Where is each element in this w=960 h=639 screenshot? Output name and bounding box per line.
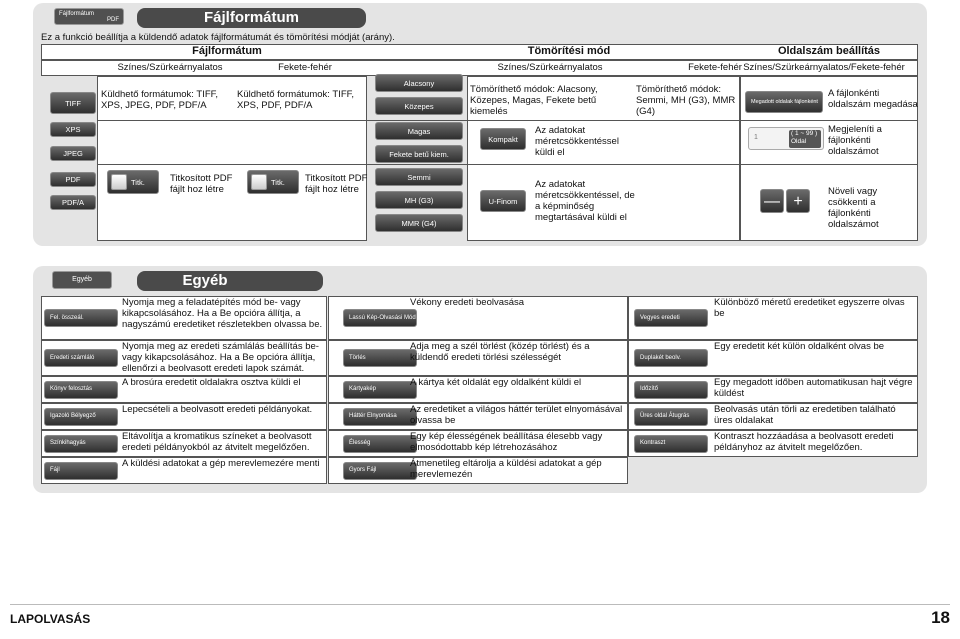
section-description: Ez a funkció beállítja a küldendő adatok fájlformátumát és tömörítési módját (arány). (41, 32, 395, 43)
other-option-button[interactable]: Vegyes eredeti (634, 309, 708, 327)
subheader-cm-color: Színes/Szürkeárnyalatos (497, 62, 603, 73)
other-option-button[interactable]: Törlés (343, 349, 417, 367)
pn-field-value: 1 (754, 134, 758, 141)
encrypt-checkbox-icon (111, 174, 127, 190)
other-chip[interactable]: Egyéb (52, 271, 112, 289)
compression-medium-button[interactable]: Közepes (375, 97, 463, 115)
subheader-cm-bw: Fekete-fehér (688, 62, 742, 73)
other-option-text: Kontraszt hozzáadása a beolvasott eredeti példányhoz az átvitelt megelőzően. (714, 431, 894, 453)
pn-field-text: Megjeleníti a fájlonkénti oldalszámot (828, 124, 882, 157)
other-option-text: Különböző méretű eredetiket egyszerre olvas be (714, 297, 905, 319)
other-option-button[interactable]: Könyv felosztás (44, 381, 118, 399)
header-page-number: Oldalszám beállítás (777, 45, 881, 57)
encrypt-checkbox-icon (251, 174, 267, 190)
other-option-button[interactable]: Fájl (44, 462, 118, 480)
other-option-text: Nyomja meg a feladatépítés mód be- vagy kikapcsolásához. Ha a Be opcióra állítja, a nagyszámú eredetiket részletekben olvassa be. (122, 297, 323, 330)
file-format-chip[interactable] (54, 8, 124, 25)
pn-field-unit-box (789, 130, 821, 148)
section-title-file-format: Fájlformátum (137, 8, 366, 28)
compression-mh-button[interactable]: MH (G3) (375, 191, 463, 209)
pn-decrease-button[interactable]: — (760, 189, 784, 213)
compression-high-button[interactable]: Magas (375, 122, 463, 140)
other-option-button[interactable]: Üres oldal Átugrás (634, 408, 708, 426)
other-option-button[interactable]: Kártyakép (343, 381, 417, 399)
other-option-text: Egy megadott időben automatikusan hajt végre küldést (714, 377, 913, 399)
ff-color-text: Küldhető formátumok: TIFF, XPS, JPEG, PDF, PDF/A (101, 89, 219, 111)
other-option-text: Átmenetileg eltárolja a küldési adatokat a gép merevlemezén (410, 458, 602, 480)
other-option-text: Vékony eredeti beolvasása (410, 297, 525, 308)
header-compression: Tömörítési mód (527, 45, 611, 57)
encrypt-text-bw: Titkosított PDF fájlt hoz létre (305, 173, 368, 195)
encrypt-label: Titk. (131, 177, 145, 187)
encrypt-text-color: Titkosított PDF fájlt hoz létre (170, 173, 233, 195)
pn-increase-button[interactable]: + (786, 189, 810, 213)
other-option-button[interactable]: Élesség (343, 435, 417, 453)
footer-divider (10, 604, 950, 605)
other-option-text: Nyomja meg az eredeti számlálás beállítás be-vagy kikapcsolásához. Ha a Be opcióra állítja, ellenőrzi a beolvasott eredeti lapok számát. (122, 341, 319, 374)
other-option-text: Lepecsételi a beolvasott eredeti példányokat. (122, 404, 313, 415)
ufinom-text: Az adatokat méretcsökkentéssel, de a képminőség megtartásával küldi el (535, 179, 635, 223)
other-option-button[interactable]: Színkihagyás (44, 435, 118, 453)
compression-none-button[interactable]: Semmi (375, 168, 463, 186)
chip-sub-label: PDF (107, 17, 119, 23)
format-button-jpeg[interactable]: JPEG (50, 146, 96, 161)
pn-pm-text: Növeli vagy csökkenti a fájlonkénti oldalszámot (828, 186, 879, 230)
bottom-rule-2 (97, 164, 918, 165)
footer-section-label: LAPOLVASÁS (10, 612, 91, 626)
encrypt-label: Titk. (271, 177, 285, 187)
header-file-format: Fájlformátum (192, 45, 262, 57)
other-option-button[interactable]: Háttér Elnyomása (343, 408, 417, 426)
format-button-pdfa[interactable]: PDF/A (50, 195, 96, 210)
other-option-button[interactable]: Gyors Fájl (343, 462, 417, 480)
bottom-rule (97, 120, 918, 121)
other-option-button[interactable]: Lassú Kép-Olvasási Mód (343, 309, 417, 327)
subheader-pn: Színes/Szürkeárnyalatos/Fekete-fehér (743, 62, 905, 73)
other-option-text: Az eredetiket a világos háttér terület elnyomásával olvassa be (410, 404, 623, 426)
subheader-ff-bw: Fekete-fehér (278, 62, 332, 73)
other-option-button[interactable]: Igazoló Bélyegző (44, 408, 118, 426)
other-option-text: Eltávolítja a kromatikus színeket a beolvasott eredeti példányokból az átvitelt megelőzően. (122, 431, 312, 453)
other-option-button[interactable]: Duplakét beolv. (634, 349, 708, 367)
pn-field-range: ( 1 ~ 99 ) (791, 130, 818, 137)
other-option-text: A brosúra eredetit oldalakra osztva küldi el (122, 377, 301, 388)
pn-field-unit: Oldal (791, 138, 807, 145)
subheader-ff-color: Színes/Szürkeárnyalatos (117, 62, 223, 73)
compression-mmr-button[interactable]: MMR (G4) (375, 214, 463, 232)
pn-button-text: A fájlonkénti oldalszám megadása (828, 88, 918, 110)
comp-color-text: Tömöríthető módok: Alacsony, Közepes, Magas, Fekete betű kiemelés (470, 84, 598, 117)
pn-specified-pages-button[interactable]: Megadott oldalak fájlonként (745, 91, 823, 113)
other-option-text: Adja meg a szél törlést (közép törlést) és a küldendő eredeti törlési szélességét (410, 341, 590, 363)
ufinom-button[interactable]: U-Finom (480, 190, 526, 212)
format-button-xps[interactable]: XPS (50, 122, 96, 137)
comp-bw-text: Tömöríthető módok: Semmi, MH (G3), MMR (G4) (636, 84, 736, 117)
other-option-button[interactable]: Eredeti számláló (44, 349, 118, 367)
format-button-pdf[interactable]: PDF (50, 172, 96, 187)
compact-text: Az adatokat méretcsökkentéssel küldi el (535, 125, 619, 158)
other-option-button[interactable]: Időzítő (634, 381, 708, 399)
other-option-button[interactable]: Kontraszt (634, 435, 708, 453)
compression-black-text-button[interactable]: Fekete betű kiem. (375, 145, 463, 163)
chip-label: Fájlformátum (59, 11, 95, 17)
other-option-text: Beolvasás után törli az eredetiben található üres oldalakat (714, 404, 896, 426)
ff-bw-text: Küldhető formátumok: TIFF, XPS, PDF, PDF/A (237, 89, 355, 111)
compression-low-button[interactable]: Alacsony (375, 74, 463, 92)
compact-button[interactable]: Kompakt (480, 128, 526, 150)
other-option-text: A küldési adatokat a gép merevlemezére menti (122, 458, 320, 469)
section-title-other: Egyéb (137, 271, 323, 291)
other-option-text: Egy kép élességének beállítása élesebb vagy elmosódottabb kép létrehozásához (410, 431, 603, 453)
format-button-tiff[interactable]: TIFF (50, 92, 96, 114)
other-option-text: A kártya két oldalát egy oldalként küldi el (410, 377, 582, 388)
other-option-button[interactable]: Fel. összeál. (44, 309, 118, 327)
page-number: 18 (931, 608, 950, 627)
pn-value-field[interactable] (748, 127, 824, 150)
other-option-text: Egy eredetit két külön oldalként olvas be (714, 341, 885, 352)
